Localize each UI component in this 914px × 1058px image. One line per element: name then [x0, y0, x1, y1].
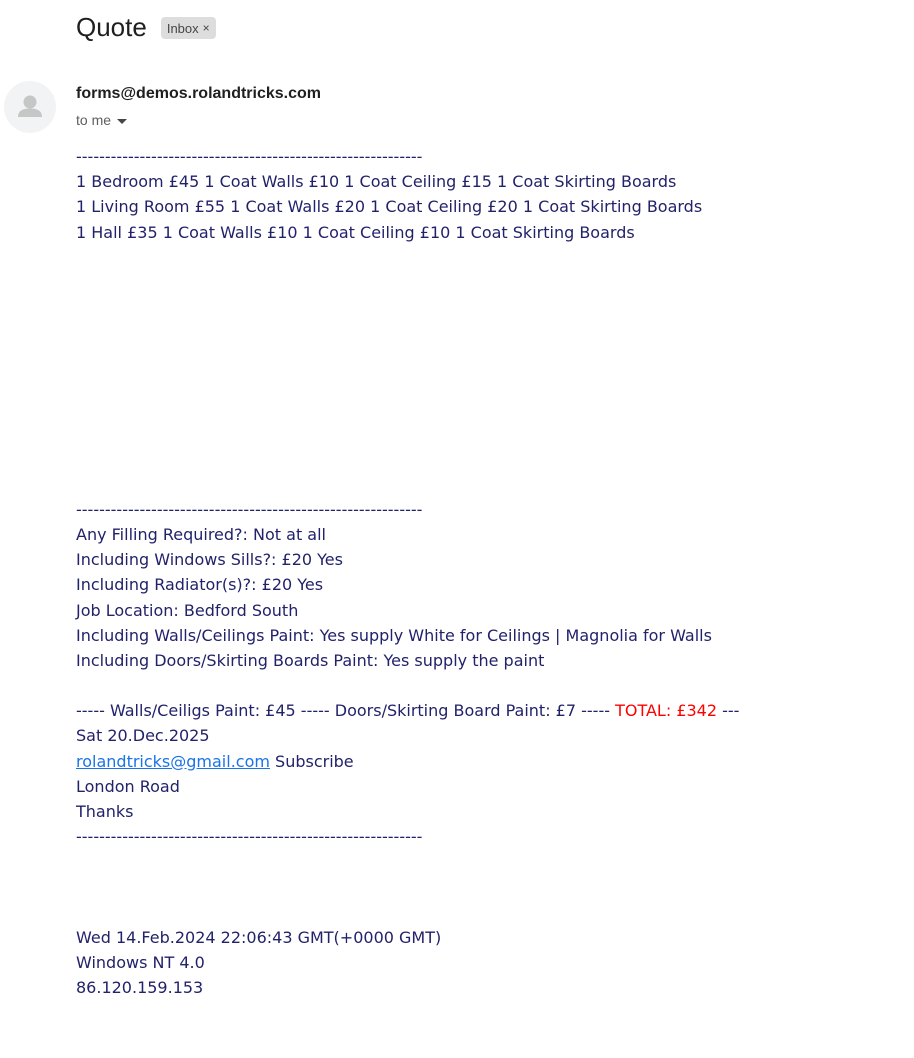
detail-filling: Any Filling Required?: Not at all — [76, 524, 326, 544]
summary-suffix: --- — [717, 701, 740, 721]
person-icon — [4, 81, 56, 133]
email-subject: Quote — [76, 12, 147, 42]
blank-space — [76, 849, 896, 925]
room-line-hall: 1 Hall £35 1 Coat Walls £10 1 Coat Ceiling £10 1 Coat Skirting Boards — [76, 222, 635, 242]
summary-total: TOTAL: £342 — [615, 701, 718, 721]
detail-job-location: Job Location: Bedford South — [76, 600, 299, 620]
thanks-text: Thanks — [76, 802, 134, 821]
sender-address: forms@demos.rolandtricks.com — [76, 85, 321, 102]
blank-space — [76, 673, 896, 698]
contact-line — [76, 749, 896, 774]
contact-address: London Road — [76, 776, 180, 796]
summary-line — [76, 698, 896, 723]
submission-os: Windows NT 4.0 — [76, 953, 205, 973]
blank-space — [76, 245, 896, 497]
divider-line: ------------------------------------------------------------ — [76, 827, 423, 847]
room-line-living-room: 1 Living Room £55 1 Coat Walls £20 1 Coat Ceiling £20 1 Coat Skirting Boards — [76, 197, 703, 217]
detail-radiators: Including Radiator(s)?: £20 Yes — [76, 575, 324, 595]
subject-row — [76, 8, 216, 46]
email-body — [76, 144, 896, 1001]
contact-email-link[interactable]: rolandtricks@gmail.com — [76, 751, 270, 771]
room-line-bedroom: 1 Bedroom £45 1 Coat Walls £10 1 Coat Ceiling £15 1 Coat Skirting Boards — [76, 172, 677, 192]
detail-doors-skirting-paint: Including Doors/Skirting Boards Paint: Yes supply the paint — [76, 650, 545, 670]
inbox-label[interactable] — [161, 17, 216, 39]
sender-avatar[interactable] — [4, 81, 56, 133]
divider-line: ------------------------------------------------------------ — [76, 499, 423, 519]
submission-timestamp: Wed 14.Feb.2024 22:06:43 GMT(+0000 GMT) — [76, 927, 442, 947]
detail-window-sills: Including Windows Sills?: £20 Yes — [76, 550, 343, 570]
summary-paint-costs: ----- Walls/Ceiligs Paint: £45 ----- Doors/Skirting Board Paint: £7 ----- — [76, 701, 616, 721]
inbox-label-text: Inbox — [166, 20, 199, 36]
detail-walls-ceilings-paint: Including Walls/Ceilings Paint: Yes supply White for Ceilings | Magnolia for Walls — [76, 625, 712, 645]
divider-line: ------------------------------------------------------------ — [76, 147, 423, 166]
submission-ip: 86.120.159.153 — [76, 978, 204, 998]
subscribe-text: Subscribe — [269, 751, 354, 771]
recipient-details[interactable] — [76, 111, 127, 129]
job-date: Sat 20.Dec.2025 — [76, 726, 210, 746]
remove-label-icon[interactable]: × — [202, 21, 210, 35]
chevron-down-icon[interactable] — [117, 119, 127, 124]
recipient-text: to me — [76, 112, 112, 128]
